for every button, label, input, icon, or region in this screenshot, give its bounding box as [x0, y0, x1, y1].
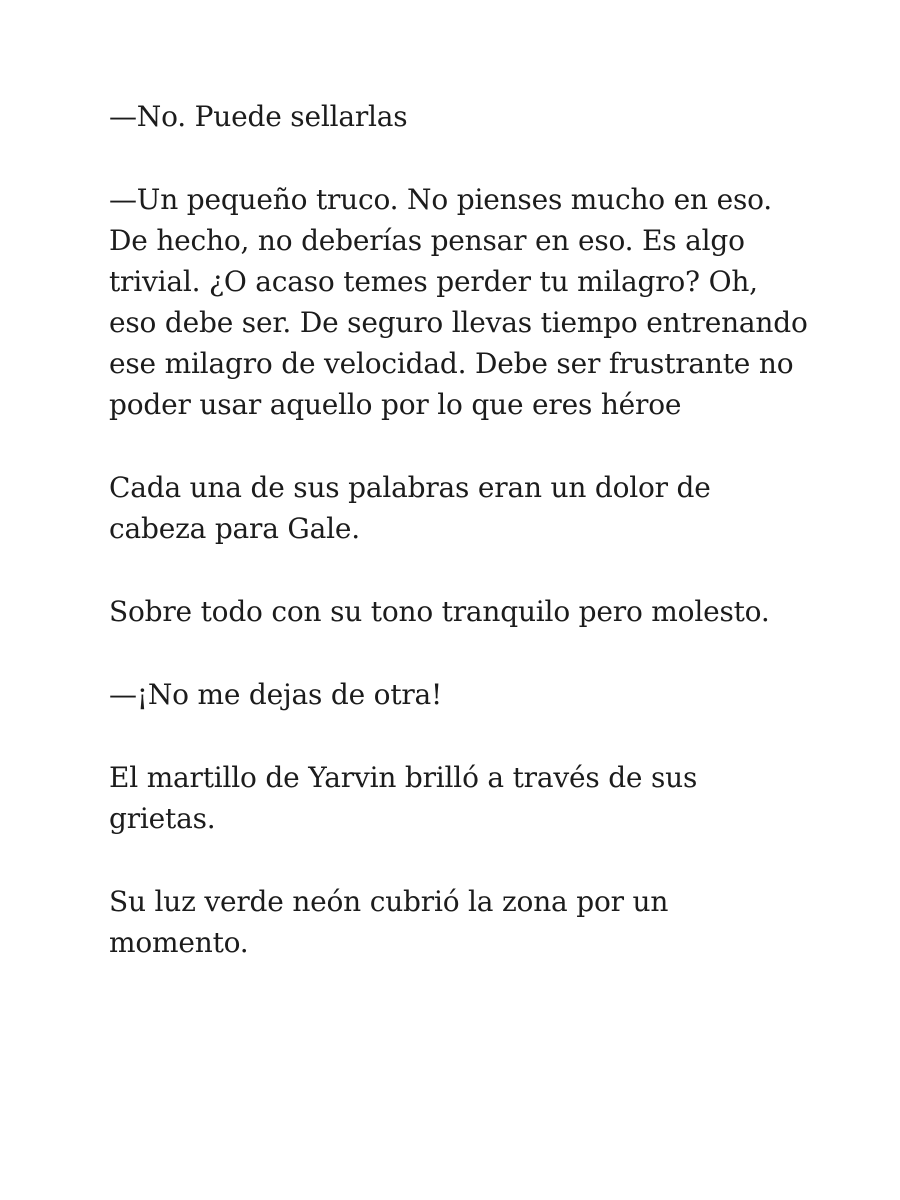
- paragraph-headache: Cada una de sus palabras eran un dolor de cabeza para Gale.: [109, 471, 711, 545]
- paragraph-dialogue-trick: —Un pequeño truco. No pienses mucho en eso. De hecho, no deberías pensar en eso. Es algo trivial. ¿O acaso temes perder tu milagro? Oh, eso debe ser. De seguro llevas tiempo entrenando ese milagro de velocidad. Debe ser frustrante no poder usar aquello por lo que eres héroe: [109, 183, 808, 421]
- paragraph-hammer: El martillo de Yarvin brilló a través de sus grietas.: [109, 761, 698, 835]
- document-page: [109, 96, 809, 1005]
- paragraph-tone: Sobre todo con su tono tranquilo pero molesto.: [109, 595, 770, 628]
- paragraph-dialogue-seal: —No. Puede sellarlas: [109, 100, 408, 133]
- paragraph-neon-light: Su luz verde neón cubrió la zona por un momento.: [109, 885, 669, 959]
- paragraph-dialogue-exclaim: —¡No me dejas de otra!: [109, 678, 443, 711]
